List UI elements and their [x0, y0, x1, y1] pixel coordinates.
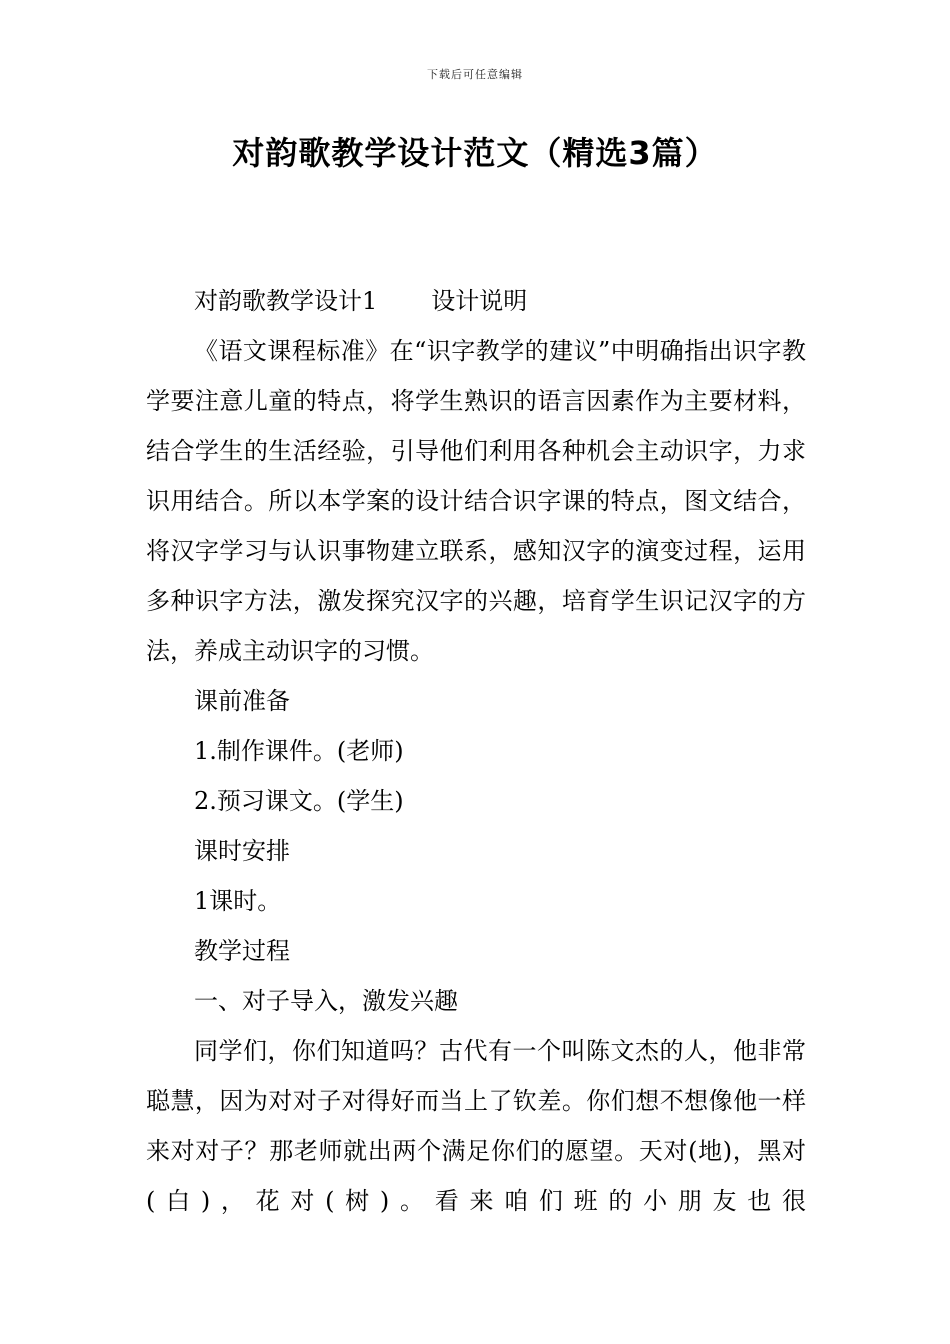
page-title: 对韵歌教学设计范文（精选3篇） [232, 134, 718, 172]
paragraph-prep-2: 2.预习课文。(学生) [194, 787, 404, 815]
paragraph-intro: 《语文课程标准》在“识字教学的建议”中明确指出识字教学要注意儿童的特点，将学生熟识的语言因素作为主要材料，结合学生的生活经验，引导他们利用各种机会主动识字，力求识用结合。所以本学案的设计结合识字课的特点，图文结合，将汉字学习与认识事物建立联系，感知汉字的演变过程，运用多种识字方法，激发探究汉字的兴趣，培育学生识记汉字的方法，养成主动识字的习惯。 [146, 337, 806, 665]
section-heading: 对韵歌教学设计1 [194, 287, 378, 315]
section-heading-line [146, 276, 806, 326]
paragraph-prep-heading: 课前准备 [194, 687, 290, 715]
paragraph-process-heading: 教学过程 [194, 937, 290, 965]
paragraph-schedule-value: 1课时。 [194, 887, 282, 915]
paragraph-schedule-heading: 课时安排 [194, 837, 290, 865]
paragraph-step-1-text: 同学们，你们知道吗？古代有一个叫陈文杰的人，他非常聪慧，因为对对子对得好而当上了钦差。你们想不想像他一样来对对子？那老师就出两个满足你们的愿望。天对(地)，黑对(白)，花对(树)。看来咱们班的小朋友也很 [146, 1037, 806, 1215]
paragraph-step-1-heading: 一、对子导入，激发兴趣 [194, 987, 458, 1015]
section-subheading: 设计说明 [431, 287, 528, 315]
paragraph-prep-1: 1.制作课件。(老师) [194, 737, 404, 765]
header-note: 下载后可任意编辑 [427, 68, 523, 81]
document-body [146, 276, 806, 1226]
